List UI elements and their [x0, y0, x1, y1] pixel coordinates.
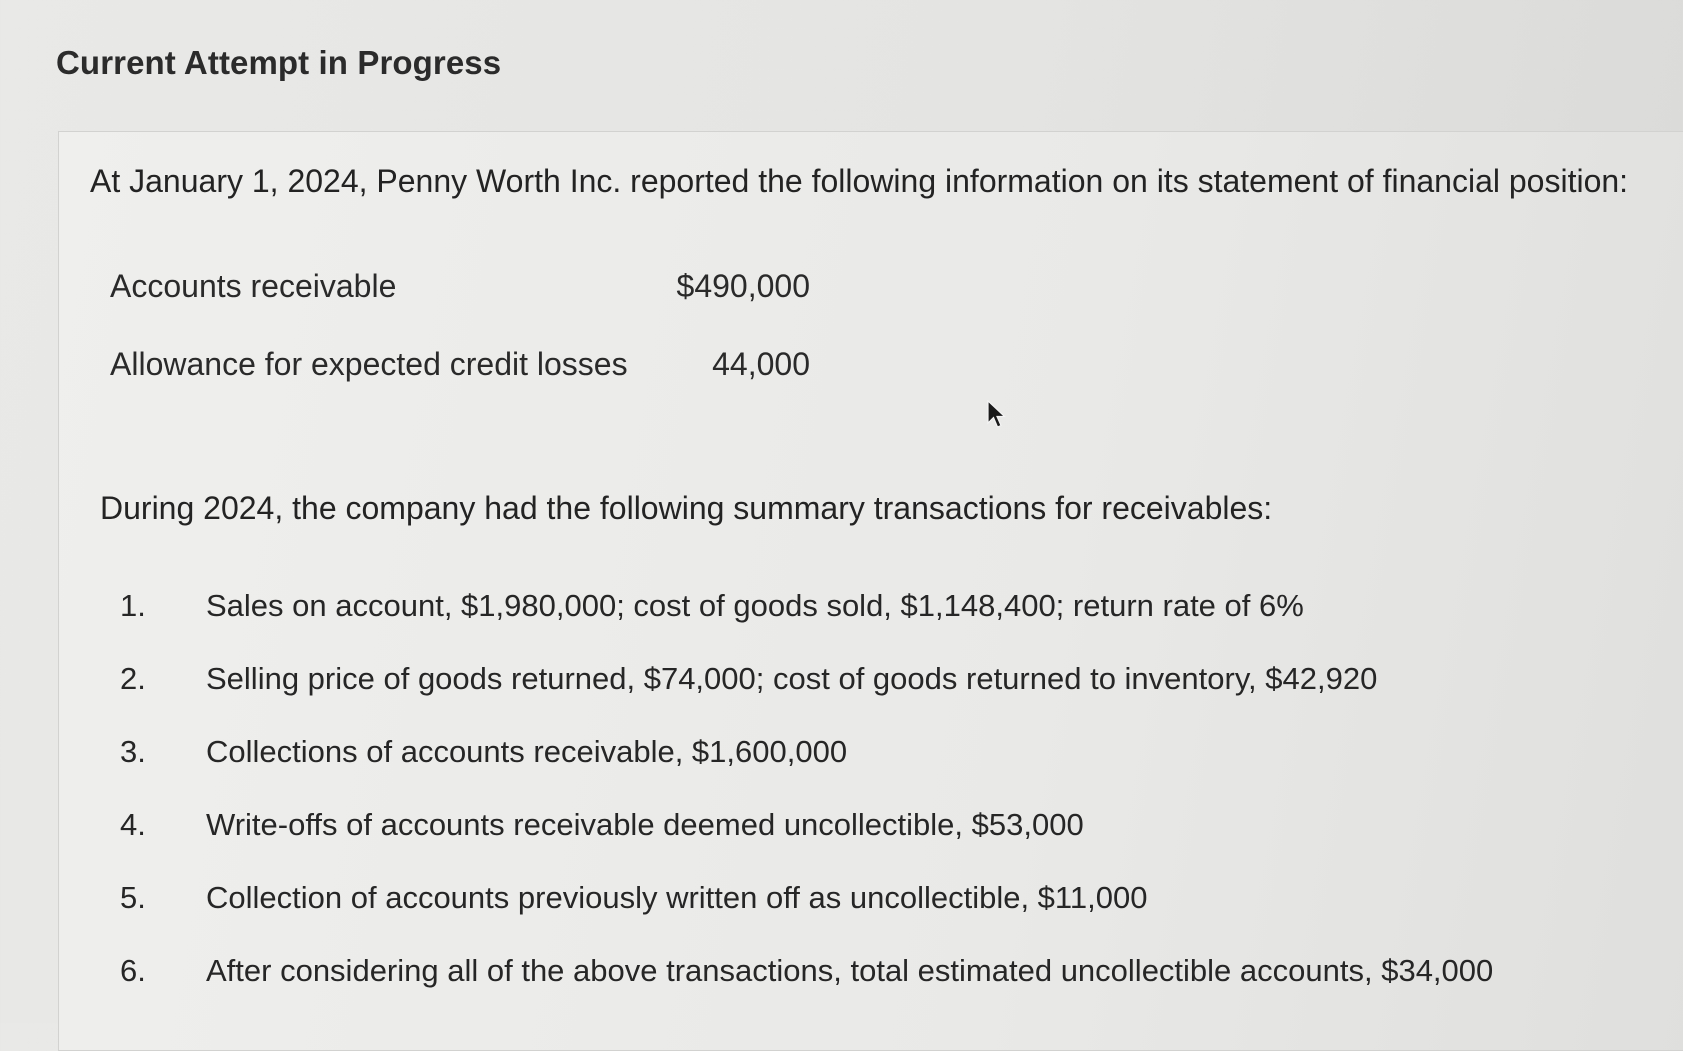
list-item-number: 2. [120, 661, 146, 696]
financial-row-value: $490,000 [676, 268, 810, 304]
financial-row-label: Accounts receivable [110, 268, 397, 304]
list-item-number: 5. [120, 880, 146, 915]
list-item-number: 4. [120, 807, 146, 842]
transactions-intro: During 2024, the company had the following summary transactions for receivables: [100, 490, 1273, 526]
financial-row-value: 44,000 [712, 346, 810, 382]
financial-row-label: Allowance for expected credit losses [110, 346, 628, 382]
list-item-number: 6. [120, 953, 146, 988]
list-item-text: Write-offs of accounts receivable deemed uncollectible, $53,000 [206, 807, 1084, 842]
list-item-text: Selling price of goods returned, $74,000; cost of goods returned to inventory, $42,920 [206, 661, 1378, 696]
list-item-number: 1. [120, 588, 146, 623]
page-title: Current Attempt in Progress [56, 44, 502, 81]
mouse-pointer-icon [986, 400, 1008, 430]
list-item-text: After considering all of the above transactions, total estimated uncollectible accounts, $34,000 [206, 953, 1494, 988]
list-item-text: Collection of accounts previously written off as uncollectible, $11,000 [206, 880, 1148, 915]
problem-intro: At January 1, 2024, Penny Worth Inc. reported the following information on its statement of financial position: [90, 163, 1629, 199]
list-item-number: 3. [120, 734, 146, 769]
list-item-text: Collections of accounts receivable, $1,600,000 [206, 734, 848, 769]
list-item-text: Sales on account, $1,980,000; cost of goods sold, $1,148,400; return rate of 6% [206, 588, 1304, 623]
